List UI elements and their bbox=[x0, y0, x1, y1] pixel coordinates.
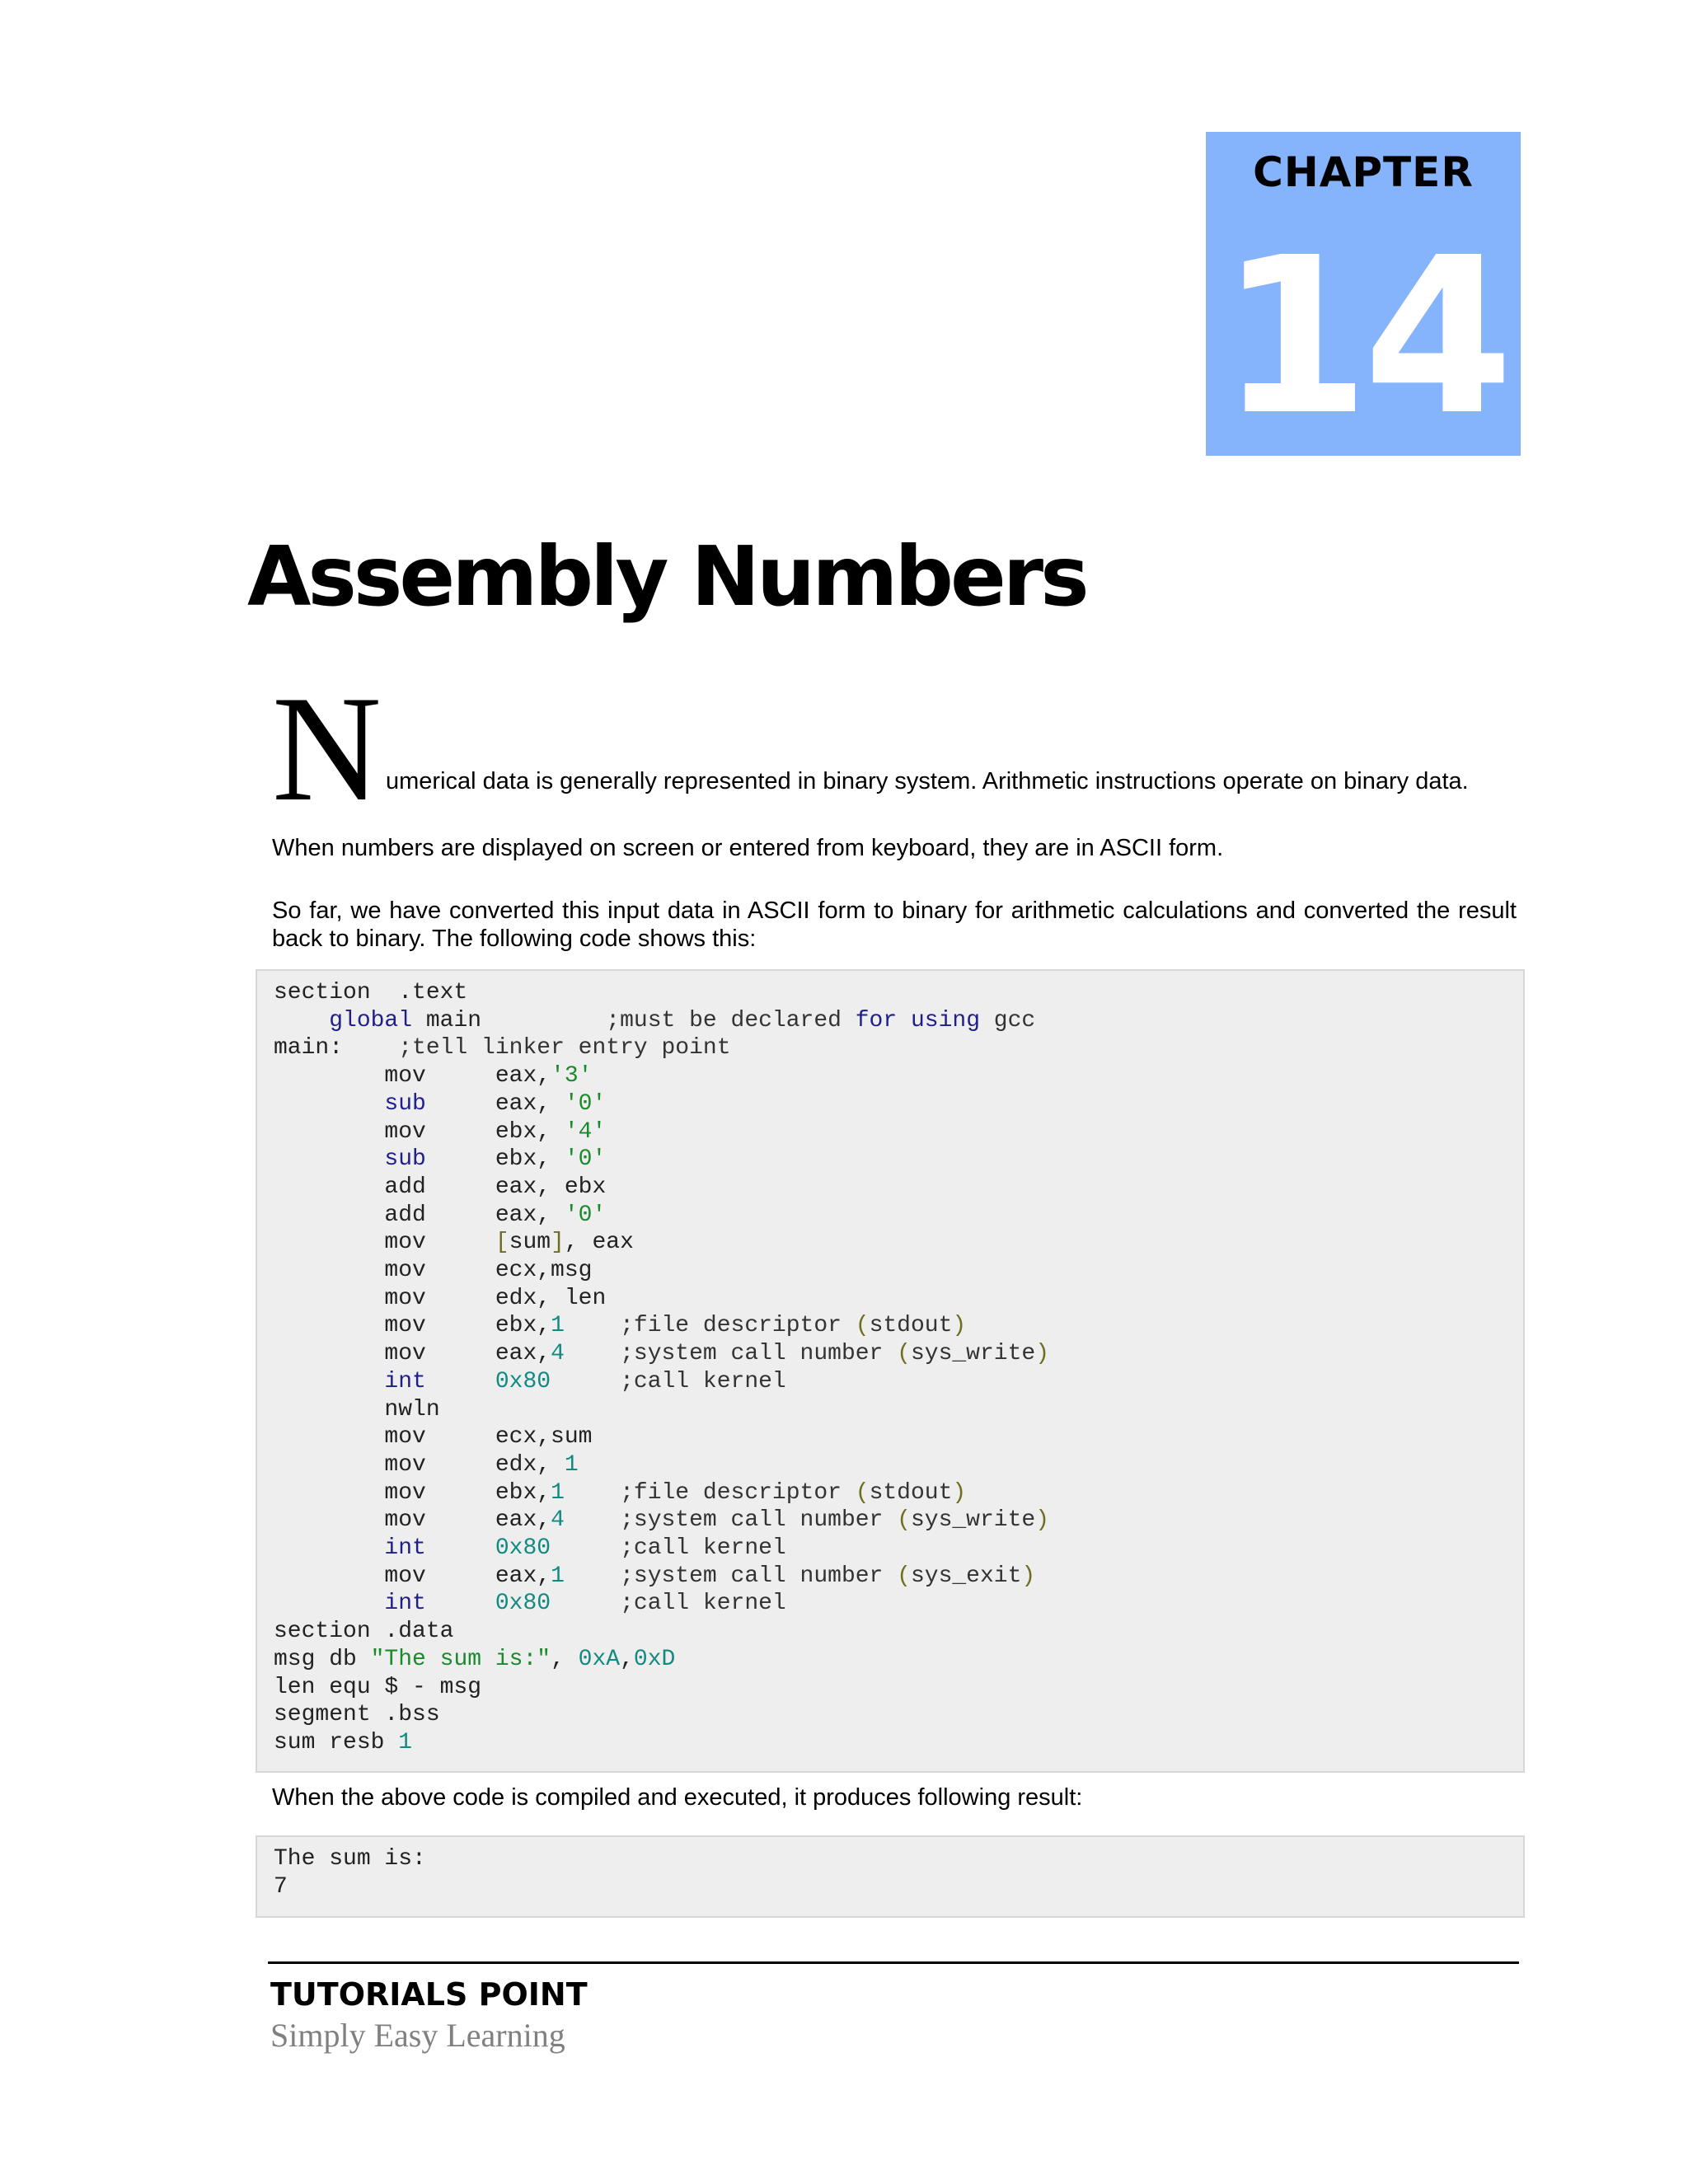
chapter-badge bbox=[1206, 132, 1521, 462]
chapter-number: 14 bbox=[1219, 211, 1507, 462]
paragraph-conversion: So far, we have converted this input data in ASCII form to binary for arithmetic calculations and converted the result back to binary. The following code shows this: bbox=[272, 898, 1517, 952]
code-line: segment .bss bbox=[274, 1702, 440, 1728]
code-line: mov ecx,sum bbox=[274, 1424, 593, 1451]
footer-tagline: Simply Easy Learning bbox=[270, 2017, 565, 2054]
drop-cap: N bbox=[272, 664, 382, 832]
code-line: add eax, '0' bbox=[274, 1202, 607, 1228]
code-line: add eax, ebx bbox=[274, 1174, 607, 1200]
code-line: mov eax,'3' bbox=[274, 1063, 593, 1090]
code-line: section .text bbox=[274, 980, 468, 1005]
code-line: int 0x80 ;call kernel bbox=[384, 1535, 786, 1562]
code-line: mov ebx,1 ;file descriptor (stdout) bbox=[274, 1313, 967, 1339]
footer-divider bbox=[268, 1961, 1519, 1964]
paragraph-result-intro: When the above code is compiled and executed, it produces following result: bbox=[272, 1784, 1083, 1811]
code-line: mov ebx,1 ;file descriptor (stdout) bbox=[274, 1479, 967, 1506]
code-line: nwln bbox=[274, 1396, 440, 1422]
code-line: mov eax,1 ;system call number (sys_exit) bbox=[274, 1563, 1036, 1589]
code-line: msg db "The sum is:", 0xA,0xD bbox=[274, 1646, 676, 1672]
code-line: main: ;tell linker entry point bbox=[274, 1035, 731, 1062]
code-line: mov ebx, '4' bbox=[274, 1118, 607, 1145]
code-line: section .data bbox=[274, 1619, 454, 1645]
page-title: Assembly Numbers bbox=[247, 528, 1086, 625]
code-block-source bbox=[256, 969, 1525, 1773]
intro-paragraph bbox=[272, 664, 1517, 832]
code-line: sub eax, '0' bbox=[384, 1090, 607, 1117]
output-line: The sum is: bbox=[274, 1846, 426, 1872]
code-block-output bbox=[256, 1835, 1525, 1918]
code-line: global main ;must be declared for using gcc bbox=[329, 1007, 1036, 1033]
paragraph-ascii-form: When numbers are displayed on screen or entered from keyboard, they are in ASCII form. bbox=[272, 835, 1224, 861]
code-line: mov edx, len bbox=[274, 1285, 607, 1311]
code-line: int 0x80 ;call kernel bbox=[384, 1591, 786, 1617]
intro-text: umerical data is generally represented in binary system. Arithmetic instructions operate on binary data. bbox=[386, 768, 1469, 794]
code-line: mov ecx,msg bbox=[274, 1258, 593, 1284]
code-line: len equ $ - msg bbox=[274, 1674, 482, 1700]
code-line: sum resb 1 bbox=[274, 1729, 413, 1755]
output-line: 7 bbox=[274, 1873, 288, 1900]
footer-brand: TUTORIALS POINT bbox=[270, 1976, 588, 2013]
code-line: mov eax,4 ;system call number (sys_write) bbox=[274, 1507, 1050, 1534]
code-line: mov edx, 1 bbox=[274, 1451, 579, 1478]
code-line: sub ebx, '0' bbox=[384, 1146, 607, 1173]
code-line: mov [sum], eax bbox=[274, 1230, 634, 1256]
code-line: mov eax,4 ;system call number (sys_write) bbox=[274, 1341, 1050, 1367]
code-line: int 0x80 ;call kernel bbox=[384, 1368, 786, 1394]
chapter-label: CHAPTER bbox=[1253, 148, 1474, 196]
